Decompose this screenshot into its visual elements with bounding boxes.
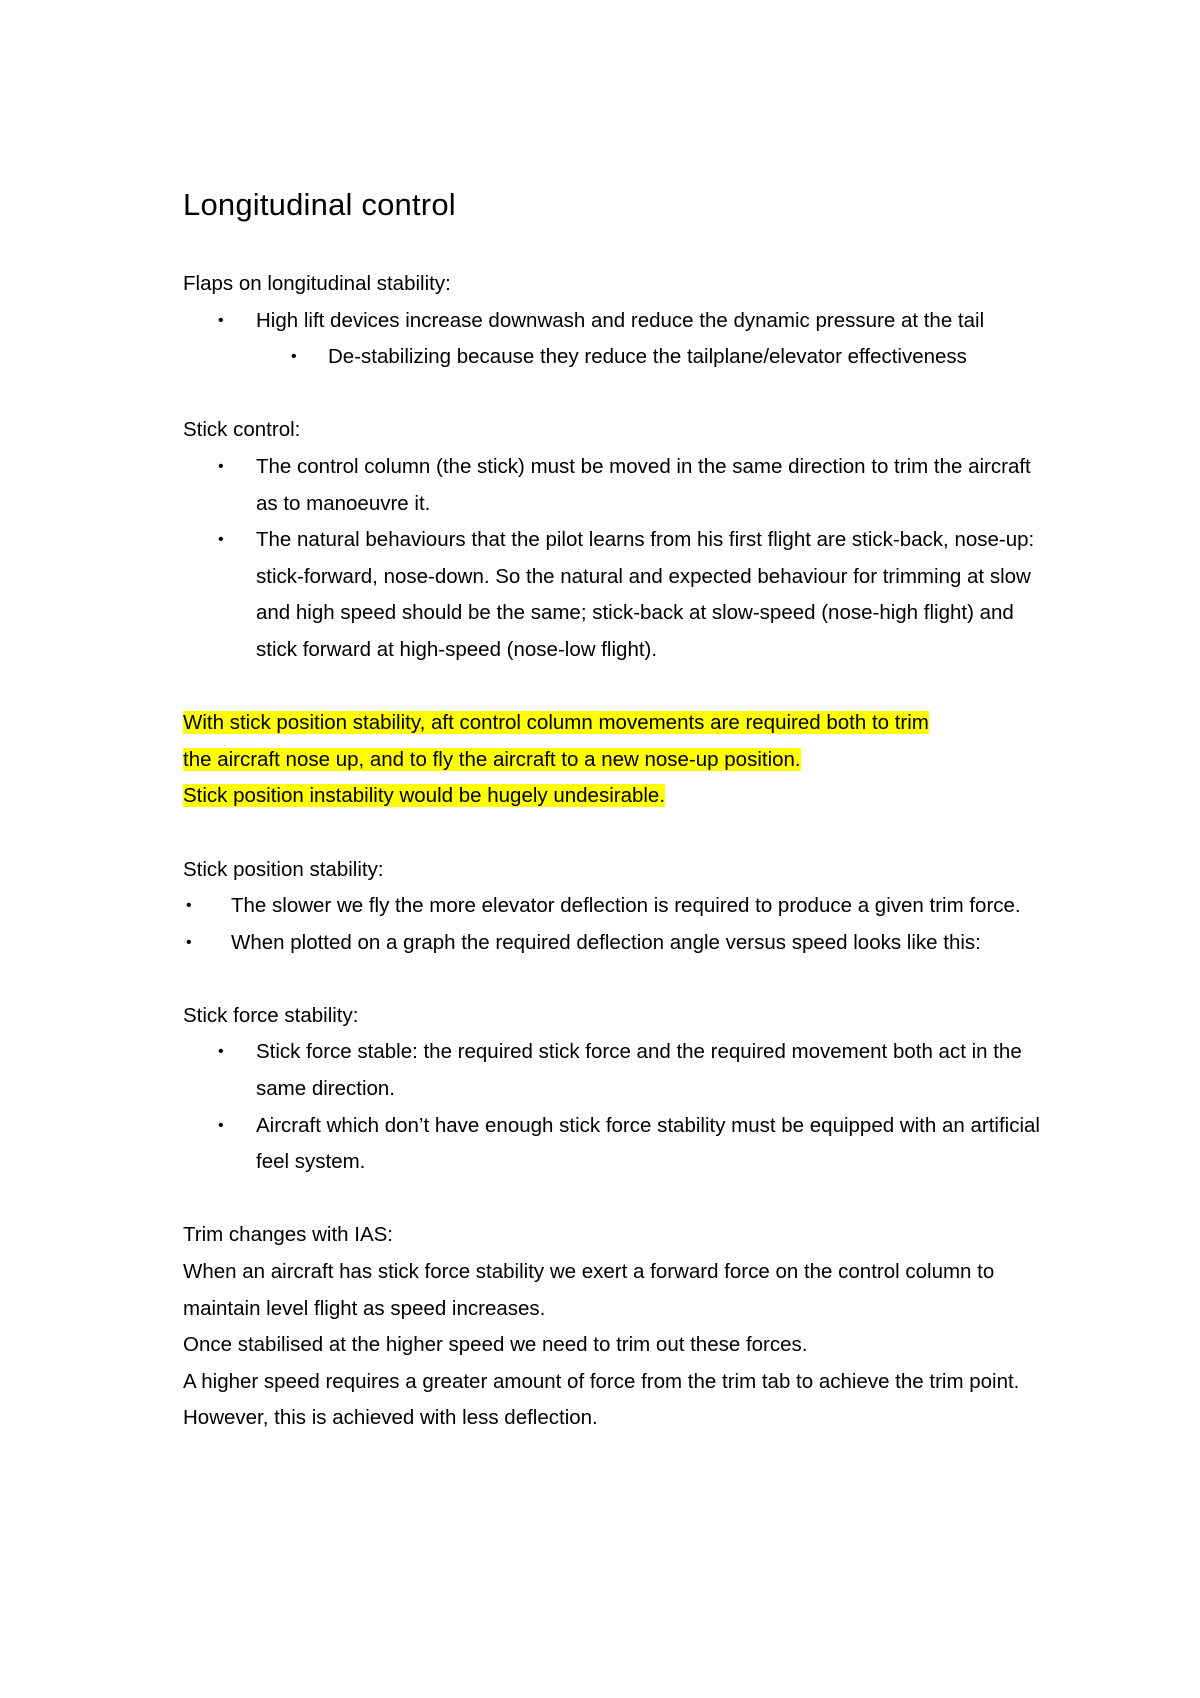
list-item: • High lift devices increase downwash and reduce the dynamic pressure at the tail (183, 303, 1050, 340)
highlighted-note (183, 705, 1050, 815)
page-title: Longitudinal control (183, 187, 456, 222)
list-item: • The natural behaviours that the pilot learns from his first flight are stick-back, nose-up: stick-forward, nose-down. So the natural and expected behaviour for trimming at slow and high speed should be the same; stick-back at slow-speed (nose-high flight) and stick forward at high-speed (nose-low flight). (183, 522, 1050, 668)
position-stability-list (183, 888, 1050, 961)
stick-control-list (183, 449, 1050, 669)
list-item: • Stick force stable: the required stick force and the required movement both act in the same direction. (183, 1034, 1050, 1107)
trim-paragraph: When an aircraft has stick force stability we exert a forward force on the control column to maintain level flight as speed increases. (183, 1260, 995, 1320)
force-stability-list (183, 1034, 1050, 1180)
list-item: • When plotted on a graph the required deflection angle versus speed looks like this: (183, 925, 1050, 962)
list-item: • Aircraft which don’t have enough stick force stability must be equipped with an artificial feel system. (183, 1108, 1050, 1181)
flaps-heading: Flaps on longitudinal stability: (183, 272, 451, 295)
highlight-line: Stick position instability would be hugely undesirable. (183, 784, 666, 808)
trim-paragraph: A higher speed requires a greater amount of force from the trim tab to achieve the trim point. However, this is achieved with less deflection. (183, 1369, 1020, 1430)
stick-control-heading: Stick control: (183, 418, 301, 442)
list-item: • The slower we fly the more elevator deflection is required to produce a given trim force. (183, 888, 1050, 925)
trim-paragraph: Once stabilised at the higher speed we need to trim out these forces. (183, 1333, 808, 1357)
document-body (183, 266, 1050, 1437)
flaps-list (183, 303, 1050, 376)
list-subitem: • De-stabilizing because they reduce the tailplane/elevator effectiveness (183, 339, 1050, 376)
list-item: • The control column (the stick) must be moved in the same direction to trim the aircraft as to manoeuvre it. (183, 449, 1050, 522)
highlight-line: the aircraft nose up, and to fly the aircraft to a new nose-up position. (183, 747, 801, 771)
trim-heading: Trim changes with IAS: (183, 1223, 394, 1247)
force-stability-heading: Stick force stability: (183, 1003, 359, 1027)
highlight-line: With stick position stability, aft control column movements are required both to trim (183, 711, 929, 735)
position-stability-heading: Stick position stability: (183, 857, 384, 881)
